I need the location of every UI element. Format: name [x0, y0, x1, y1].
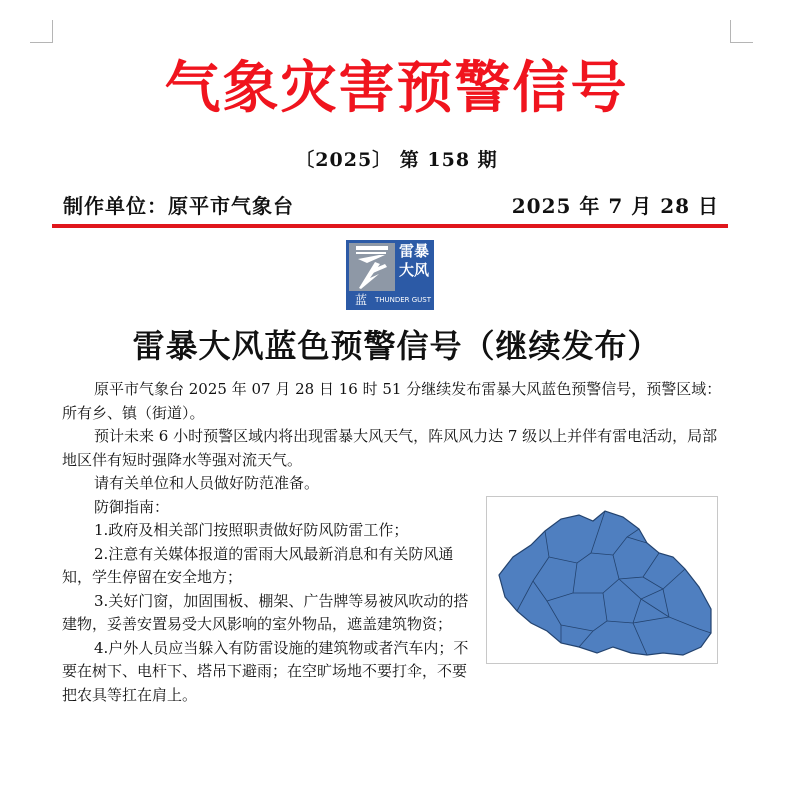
crop-mark-top-left: [30, 20, 53, 43]
body-paragraph-2: 预计未来 6 小时预警区域内将出现雷暴大风天气，阵风风力达 7 级以上并伴有雷电活动，局部地区伴有短时强降水等强对流天气。: [62, 427, 718, 469]
header-rule: [52, 224, 728, 228]
issue-date: 2025 年 7 月 28 日: [511, 194, 719, 218]
badge-english: THUNDER GUST: [374, 296, 432, 304]
issuer: 制作单位：原平市气象台: [63, 194, 294, 218]
issue-number: 〔2025〕 第 158 期: [295, 149, 498, 171]
warning-signal-badge: [346, 240, 434, 310]
warning-area-map: [486, 496, 718, 664]
crop-mark-top-right: [730, 20, 753, 43]
body-paragraph-3: 请有关单位和人员做好防范准备。: [94, 474, 320, 492]
guide-item-2: 2.注意有关媒体报道的雷雨大风最新消息和有关防风通知，学生停留在安全地方；: [62, 544, 454, 586]
thunder-gust-icon: [349, 243, 395, 291]
guide-item-4: 4.户外人员应当躲入有防雷设施的建筑物或者汽车内；不要在树下、电杆下、塔吊下避雨；在空旷场地不要打伞，不要把农具等扛在肩上。: [62, 638, 469, 704]
badge-sign-text: 雷暴 大风: [398, 242, 429, 279]
guide-item-1: 1.政府及相关部门按照职责做好防风防雷工作；: [94, 521, 409, 539]
body-paragraph-1: 原平市气象台 2025 年 07 月 28 日 16 时 51 分继续发布雷暴大风蓝色预警信号，预警区域：所有乡、镇（街道）。: [62, 380, 722, 422]
badge-level: 蓝: [349, 292, 373, 308]
warning-headline: 雷暴大风蓝色预警信号（继续发布）: [132, 327, 661, 365]
guide-item-3: 3.关好门窗，加固围板、棚架、广告牌等易被风吹动的搭建物，妥善安置易受大风影响的室外物品，遮盖建筑物资；: [62, 591, 469, 633]
document-title: 气象灾害预警信号: [164, 55, 629, 121]
guide-heading: 防御指南：: [94, 497, 170, 516]
